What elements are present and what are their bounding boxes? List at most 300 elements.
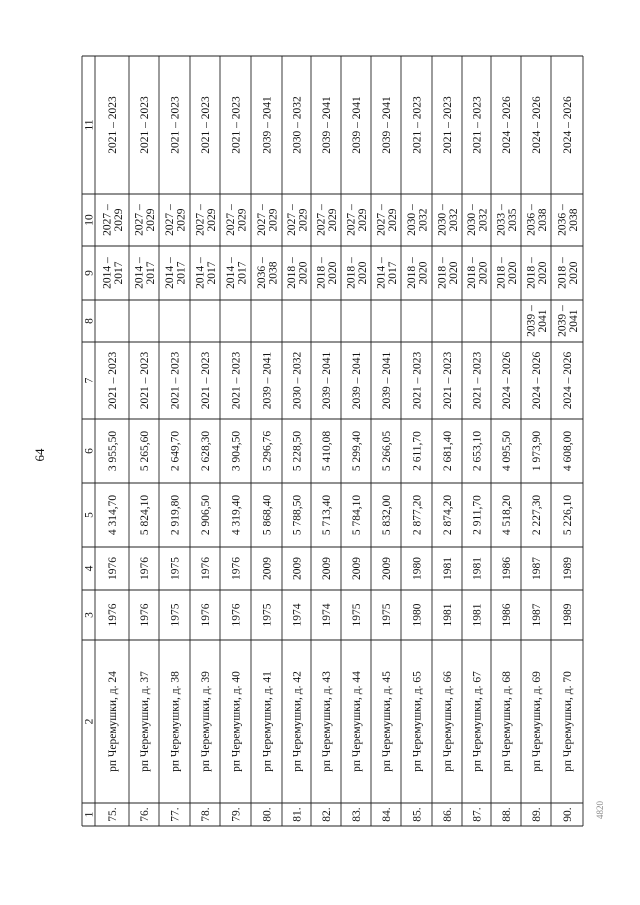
table-cell: [170, 431, 182, 472]
cell-text: 2014 –: [101, 257, 114, 289]
table-cell: [406, 257, 430, 289]
cell-text: 4 314,70: [107, 494, 119, 536]
table-cell: [351, 807, 363, 822]
table-cell: [139, 96, 151, 154]
table-cell: [501, 96, 513, 154]
cell-text: 2021 – 2023: [200, 351, 212, 410]
table-cell: [262, 557, 274, 580]
table-cell: [501, 807, 513, 822]
cell-text: 2024 – 2026: [501, 351, 513, 410]
cell-text: 2039 –: [556, 305, 569, 337]
cell-text: 2039 – 2041: [321, 351, 333, 410]
cell-text: 2 906,50: [200, 494, 212, 536]
table-cell: [262, 807, 274, 822]
cell-text: 5 226,10: [562, 494, 574, 536]
table-cell: [442, 603, 454, 626]
cell-text: 1: [83, 811, 96, 818]
table-cell: [107, 431, 119, 472]
cell-text: 2021 – 2023: [107, 351, 119, 410]
table-cell: [107, 557, 119, 580]
cell-text: 2021 – 2023: [169, 351, 182, 410]
cell-text: рп Черемушки, д. 68: [501, 671, 513, 772]
table-cell: [170, 807, 182, 822]
cell-text: рп Черемушки, д. 42: [291, 671, 304, 772]
table-cell: [442, 352, 454, 410]
cell-text: 2021 – 2023: [442, 96, 454, 154]
cell-text: 2029: [297, 208, 310, 232]
cell-text: 2 628,30: [200, 430, 212, 472]
cell-text: 2030 –: [405, 204, 418, 236]
cell-text: 5 410,08: [321, 430, 333, 472]
table-cell: [194, 257, 218, 289]
table-cell: [412, 603, 424, 626]
table-cell: [262, 352, 274, 410]
cell-text: 1976: [230, 603, 243, 627]
cell-text: 1975: [351, 603, 363, 627]
cell-text: 2027 –: [285, 204, 298, 236]
cell-text: 76.: [139, 807, 151, 822]
table-cell: [381, 431, 393, 472]
cell-text: 2009: [321, 557, 333, 580]
table-cell: [412, 557, 424, 580]
cell-text: 2039 –: [525, 305, 538, 337]
header-cell: [84, 565, 96, 571]
table-cell: [345, 204, 369, 236]
table-cell: [139, 431, 151, 472]
table-cell: [351, 671, 363, 772]
table-cell: [345, 257, 369, 289]
cell-text: рп Черемушки, д. 67: [471, 671, 484, 772]
cell-text: 2021 – 2023: [139, 96, 151, 154]
cell-text: 2027 –: [133, 204, 146, 236]
cell-text: 2041: [536, 309, 549, 333]
table-cell: [292, 352, 304, 410]
table-cell: [442, 671, 454, 772]
header-cell: [84, 512, 96, 518]
cell-text: 2030 –: [436, 204, 449, 236]
cell-text: рп Черемушки, д. 45: [381, 671, 393, 772]
table-cell: [562, 495, 574, 536]
cell-text: 2017: [144, 261, 157, 285]
table-cell: [107, 807, 119, 822]
cell-text: 2032: [447, 208, 460, 232]
cell-text: 2027 –: [345, 204, 358, 236]
cell-text: 1981: [442, 557, 454, 580]
cell-text: 2021 – 2023: [471, 96, 484, 154]
cell-text: 2029: [236, 208, 249, 232]
table-cell: [321, 431, 333, 472]
table-cell: [442, 495, 454, 536]
cell-text: 7: [83, 377, 96, 384]
table-cell: [262, 671, 274, 772]
cell-text: 4 095,50: [501, 430, 513, 472]
table-cell: [531, 495, 543, 536]
cell-text: 2024 – 2026: [501, 96, 513, 154]
cell-text: 2020: [297, 261, 310, 285]
cell-text: рп Черемушки, д. 40: [230, 671, 243, 772]
table-cell: [256, 204, 280, 236]
cell-text: 1 973,90: [531, 430, 543, 472]
cell-text: 2030 – 2032: [291, 96, 304, 154]
cell-text: 1976: [200, 557, 212, 580]
cell-text: 2021 – 2023: [169, 96, 182, 154]
cell-text: 82.: [321, 807, 333, 822]
cell-text: 86.: [442, 807, 454, 822]
table-cell: [200, 96, 212, 154]
cell-text: 2036 –: [556, 204, 569, 236]
cell-text: 2027 –: [194, 204, 207, 236]
table-cell: [231, 807, 243, 822]
table-cell: [231, 603, 243, 626]
table-cell: [531, 431, 543, 472]
table-cell: [501, 352, 513, 410]
table-cell: [375, 204, 399, 236]
cell-text: 8: [83, 318, 96, 324]
table-cell: [525, 305, 549, 337]
cell-text: рп Черемушки, д. 39: [200, 671, 212, 772]
table-cell: [406, 204, 430, 236]
cell-text: 1976: [139, 557, 151, 580]
table-cell: [101, 257, 125, 289]
cell-text: рп Черемушки, д. 44: [351, 671, 363, 772]
cell-text: 2039 – 2041: [261, 96, 274, 154]
table-cell: [351, 96, 363, 154]
table-cell: [495, 204, 519, 236]
cell-text: 2029: [144, 208, 157, 232]
cell-text: рп Черемушки, д. 70: [562, 671, 574, 772]
cell-text: 2033 –: [495, 204, 508, 236]
header-cell: [84, 718, 96, 724]
cell-text: 89.: [531, 807, 543, 822]
table-cell: [381, 671, 393, 772]
cell-text: 2029: [112, 208, 125, 232]
cell-text: 1976: [200, 603, 212, 627]
cell-text: 2 874,20: [442, 494, 454, 536]
cell-text: 2030 – 2032: [291, 351, 304, 410]
header-cell: [84, 214, 96, 226]
table-cell: [139, 671, 151, 772]
table-cell: [292, 96, 304, 154]
cell-text: рп Черемушки, д. 24: [107, 671, 119, 772]
table-cell: [200, 671, 212, 772]
table-cell: [351, 603, 363, 626]
table-cell: [501, 495, 513, 536]
cell-text: 2017: [386, 261, 399, 285]
table-cell: [556, 257, 580, 289]
header-cell: [84, 448, 96, 454]
cell-text: 2017: [112, 261, 125, 285]
cell-text: 1980: [411, 557, 424, 580]
cell-text: 2039 – 2041: [261, 351, 274, 410]
cell-text: 2 911,70: [471, 495, 484, 535]
table-cell: [231, 557, 243, 580]
table-cell: [170, 557, 182, 580]
cell-text: 1981: [471, 603, 484, 627]
table-cell: [562, 557, 574, 580]
cell-text: 5 299,40: [351, 430, 363, 472]
cell-text: 2027 –: [375, 204, 388, 236]
table-cell: [139, 557, 151, 580]
cell-text: 2020: [447, 261, 460, 285]
cell-text: 5 296,76: [261, 430, 274, 472]
header-cell: [84, 270, 96, 276]
page-number: 64: [32, 448, 47, 462]
cell-text: 2027 –: [224, 204, 237, 236]
cell-text: 9: [83, 270, 96, 276]
table-cell: [321, 603, 333, 626]
table-cell: [472, 671, 484, 772]
table-cell: [531, 557, 543, 580]
table-cell: [107, 495, 119, 536]
table-cell: [531, 671, 543, 772]
cell-text: 77.: [169, 807, 182, 822]
cell-text: 2024 – 2026: [562, 96, 574, 154]
cell-text: 79.: [230, 807, 243, 822]
cell-text: рп Черемушки, д. 65: [411, 671, 424, 772]
table-cell: [381, 557, 393, 580]
cell-text: 2039 – 2041: [381, 351, 393, 410]
cell-text: 2024 – 2026: [531, 96, 543, 154]
cell-text: 4 518,20: [501, 494, 513, 536]
cell-text: рп Черемушки, д. 69: [531, 671, 543, 772]
cell-text: 5 824,10: [139, 494, 151, 536]
table-cell: [194, 204, 218, 236]
cell-text: 81.: [291, 807, 304, 822]
cell-text: 2017: [175, 261, 188, 285]
table-cell: [315, 257, 339, 289]
table-cell: [170, 96, 182, 154]
cell-text: 2018 –: [345, 257, 358, 289]
cell-text: 1974: [321, 603, 333, 627]
table-cell: [107, 603, 119, 626]
cell-text: 1975: [169, 557, 182, 580]
table-cell: [351, 352, 363, 410]
cell-text: 3: [83, 612, 96, 618]
table-cell: [139, 807, 151, 822]
cell-text: 2017: [205, 261, 218, 285]
table-cell: [562, 671, 574, 772]
table-cell: [556, 305, 580, 337]
table-cell: [321, 671, 333, 772]
table-cell: [321, 557, 333, 580]
cell-text: 1980: [411, 603, 424, 627]
cell-text: 1976: [107, 603, 119, 627]
cell-text: 2020: [506, 261, 519, 285]
cell-text: 2018 –: [285, 257, 298, 289]
table-cell: [472, 431, 484, 472]
cell-text: 2 681,40: [442, 430, 454, 472]
cell-text: 2039 – 2041: [351, 96, 363, 154]
cell-text: 2014 –: [375, 257, 388, 289]
table-cell: [472, 557, 484, 580]
table-cell: [139, 495, 151, 536]
table-cell: [200, 431, 212, 472]
cell-text: 87.: [471, 807, 484, 822]
cell-text: 2009: [291, 557, 304, 580]
cell-text: 1976: [230, 557, 243, 580]
cell-text: 4: [83, 565, 96, 572]
cell-text: 2027 –: [255, 204, 268, 236]
table-cell: [170, 671, 182, 772]
cell-text: 85.: [411, 807, 424, 822]
table-cell: [292, 671, 304, 772]
table-cell: [412, 671, 424, 772]
margin-mark: 4820: [595, 801, 605, 819]
cell-text: 2018 –: [556, 257, 569, 289]
cell-text: 2021 – 2023: [442, 351, 454, 410]
cell-text: 2018 –: [495, 257, 508, 289]
cell-text: 2017: [236, 261, 249, 285]
cell-text: 2020: [417, 261, 430, 285]
table-cell: [495, 257, 519, 289]
header-cell: [84, 318, 96, 324]
table-cell: [412, 495, 424, 536]
table-cell: [262, 495, 274, 536]
cell-text: 2030 –: [465, 204, 478, 236]
table-cell: [292, 603, 304, 626]
cell-text: 2038: [536, 208, 549, 232]
cell-text: 2027 –: [101, 204, 114, 236]
cell-text: 4 608,00: [562, 430, 574, 472]
cell-text: 5: [83, 512, 96, 518]
table-cell: [133, 257, 157, 289]
cell-text: 2039 – 2041: [321, 96, 333, 154]
cell-text: 1976: [139, 603, 151, 627]
cell-text: 1975: [261, 603, 274, 627]
cell-text: 5 868,40: [261, 494, 274, 536]
cell-text: 2 649,70: [169, 430, 182, 472]
table-cell: [315, 204, 339, 236]
table-cell: [501, 431, 513, 472]
table-cell: [200, 557, 212, 580]
table-cell: [231, 495, 243, 536]
cell-text: 1989: [562, 557, 574, 580]
cell-text: 80.: [261, 807, 274, 822]
cell-text: 2024 – 2026: [562, 351, 574, 410]
cell-text: 2014 –: [224, 257, 237, 289]
cell-text: 2 611,70: [411, 431, 424, 471]
cell-text: 2029: [175, 208, 188, 232]
cell-text: 2021 – 2023: [139, 351, 151, 410]
cell-text: 2014 –: [194, 257, 207, 289]
table-cell: [262, 603, 274, 626]
cell-text: 5 784,10: [351, 494, 363, 536]
cell-text: 2027 –: [315, 204, 328, 236]
table-cell: [525, 204, 549, 236]
table-cell: [562, 603, 574, 626]
cell-text: 2038: [567, 208, 580, 232]
table-cell: [262, 96, 274, 154]
table-cell: [562, 352, 574, 410]
cell-text: 2 653,10: [471, 430, 484, 472]
cell-text: 5 788,50: [291, 494, 304, 536]
table-cell: [472, 603, 484, 626]
table-cell: [139, 603, 151, 626]
table-cell: [412, 807, 424, 822]
table-cell: [292, 431, 304, 472]
header-cell: [84, 119, 96, 130]
table-cell: [472, 495, 484, 535]
cell-text: 84.: [381, 807, 393, 822]
table-cell: [466, 204, 490, 236]
table-cell: [381, 603, 393, 626]
cell-text: рп Черемушки, д. 38: [169, 671, 182, 772]
table-cell: [200, 807, 212, 822]
table-cell: [531, 352, 543, 410]
table-cell: [286, 204, 310, 236]
table-cell: [200, 495, 212, 536]
table-cell: [442, 807, 454, 822]
table-cell: [292, 557, 304, 580]
cell-text: 5 228,50: [291, 430, 304, 472]
cell-text: 2021 – 2023: [471, 351, 484, 410]
cell-text: рп Черемушки, д. 66: [442, 671, 454, 772]
cell-text: 2021 – 2023: [230, 351, 243, 410]
cell-text: 2029: [205, 208, 218, 232]
cell-text: 1989: [562, 603, 574, 627]
table-cell: [531, 603, 543, 626]
cell-text: 2036 –: [255, 257, 268, 289]
cell-text: 2035: [506, 208, 519, 232]
header-cell: [84, 377, 96, 383]
table-cell: [531, 807, 543, 822]
cell-text: 2014 –: [163, 257, 176, 289]
cell-text: рп Черемушки, д. 37: [139, 671, 151, 772]
cell-text: 2021 – 2023: [411, 351, 424, 410]
cell-text: 2009: [351, 557, 363, 580]
table-cell: [525, 257, 549, 289]
cell-text: 2032: [477, 208, 490, 232]
cell-text: 2018 –: [525, 257, 538, 289]
cell-text: 10: [83, 214, 96, 226]
table-cell: [292, 807, 304, 822]
table-cell: [170, 603, 182, 626]
cell-text: 75.: [107, 807, 119, 822]
cell-text: 1974: [291, 603, 304, 627]
cell-text: 5 832,00: [381, 494, 393, 536]
cell-text: 2009: [261, 557, 274, 580]
table-cell: [321, 352, 333, 410]
cell-text: 2029: [356, 208, 369, 232]
cell-text: 2020: [536, 261, 549, 285]
table-cell: [375, 257, 399, 289]
cell-text: 11: [83, 119, 96, 131]
table-cell: [531, 96, 543, 154]
cell-text: 2021 – 2023: [200, 96, 212, 154]
table-cell: [139, 352, 151, 410]
cell-text: 88.: [501, 807, 513, 822]
cell-text: 4 319,40: [230, 494, 243, 536]
table-cell: [321, 807, 333, 822]
cell-text: 5 713,40: [321, 494, 333, 536]
table-cell: [107, 352, 119, 410]
cell-text: 2032: [417, 208, 430, 232]
table-cell: [472, 96, 484, 154]
cell-text: 2018 –: [405, 257, 418, 289]
cell-text: 2018 –: [465, 257, 478, 289]
table-cell: [381, 495, 393, 536]
cell-text: 2020: [567, 261, 580, 285]
cell-text: 1975: [169, 603, 182, 627]
cell-text: 2021 – 2023: [107, 96, 119, 154]
cell-text: рп Черемушки, д. 43: [321, 671, 333, 772]
cell-text: 2036 –: [525, 204, 538, 236]
table-cell: [321, 96, 333, 154]
cell-text: 2009: [381, 557, 393, 580]
table-cell: [442, 557, 454, 580]
table-cell: [256, 257, 280, 289]
table-cell: [351, 495, 363, 536]
